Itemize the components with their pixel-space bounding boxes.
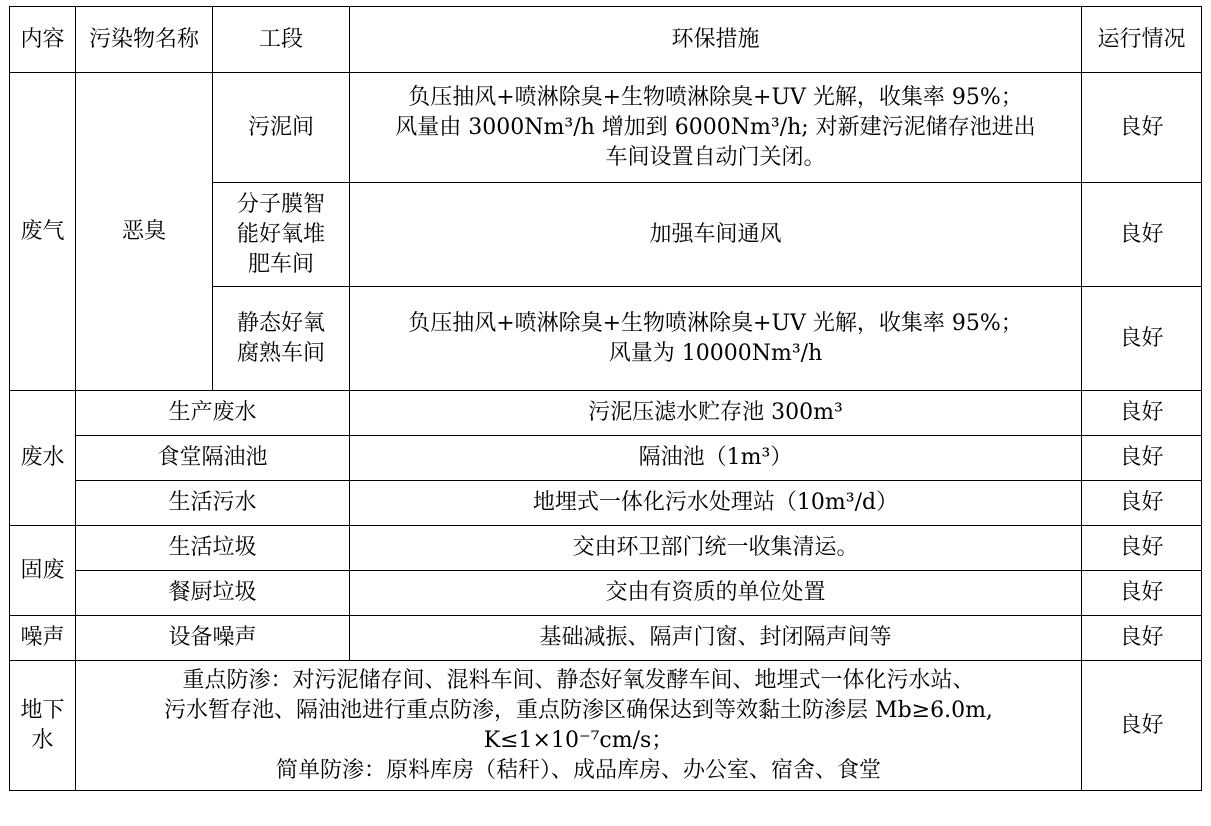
section-line: 静态好氧: [236, 310, 325, 336]
table-row: [10, 391, 1202, 436]
header-content: 内容: [10, 7, 76, 73]
table-row: [10, 571, 1202, 616]
section-line: 分子膜智: [236, 191, 325, 217]
measure-line: 负压抽风+喷淋除臭+生物喷淋除臭+UV 光解，收集率 95%；: [408, 84, 1023, 110]
status-cell: 良好: [1082, 73, 1202, 183]
section-cell: [213, 183, 350, 287]
environmental-measures-table: [9, 6, 1202, 791]
measure-line: 简单防渗：原料库房（秸秆）、成品库房、办公室、宿舍、食堂: [275, 757, 881, 783]
table-row: [10, 436, 1202, 481]
table-row: [10, 526, 1202, 571]
status-cell: 良好: [1082, 616, 1202, 661]
category-waste-gas: 废气: [10, 73, 76, 391]
item-cell: 设备噪声: [76, 616, 350, 661]
item-cell: 生产废水: [76, 391, 350, 436]
header-status: 运行情况: [1082, 7, 1202, 73]
status-cell: 良好: [1082, 526, 1202, 571]
category-groundwater: [10, 661, 76, 791]
status-cell: 良好: [1082, 661, 1202, 791]
measure-line: 污水暂存池、隔油池进行重点防渗，重点防渗区确保达到等效黏土防渗层 Mb≥6.0m,: [164, 697, 993, 723]
measure-cell: 交由环卫部门统一收集清运。: [350, 526, 1082, 571]
measure-line: K≤1×10⁻⁷cm/s；: [483, 727, 674, 753]
header-section: 工段: [213, 7, 350, 73]
header-measure: 环保措施: [350, 7, 1082, 73]
section-line: 肥车间: [247, 251, 314, 277]
measure-line: 风量为 10000Nm³/h: [608, 340, 823, 366]
table-row: [10, 661, 1202, 791]
category-waste-water: 废水: [10, 391, 76, 526]
item-cell: 生活垃圾: [76, 526, 350, 571]
pollutant-odor: 恶臭: [76, 73, 213, 391]
groundwater-measure-cell: [76, 661, 1082, 791]
table-row: [10, 481, 1202, 526]
item-cell: 餐厨垃圾: [76, 571, 350, 616]
measure-line: 车间设置自动门关闭。: [605, 144, 826, 170]
table-row: [10, 73, 1202, 183]
measure-cell: 加强车间通风: [350, 183, 1082, 287]
status-cell: 良好: [1082, 391, 1202, 436]
category-solid-waste: 固废: [10, 526, 76, 616]
status-cell: 良好: [1082, 481, 1202, 526]
section-line: 能好氧堆: [236, 221, 325, 247]
measure-cell: 隔油池（1m³）: [350, 436, 1082, 481]
status-cell: 良好: [1082, 571, 1202, 616]
item-cell: 生活污水: [76, 481, 350, 526]
section-line: 腐熟车间: [236, 340, 325, 366]
section-cell: 污泥间: [213, 73, 350, 183]
measure-line: 风量由 3000Nm³/h 增加到 6000Nm³/h; 对新建污泥储存池进出: [395, 114, 1036, 140]
table-row: [10, 616, 1202, 661]
measure-cell: 基础减振、隔声门窗、封闭隔声间等: [350, 616, 1082, 661]
measure-cell: 污泥压滤水贮存池 300m³: [350, 391, 1082, 436]
category-line: 地下: [20, 697, 65, 723]
measure-cell: 地埋式一体化污水处理站（10m³/d）: [350, 481, 1082, 526]
item-cell: 食堂隔油池: [76, 436, 350, 481]
measure-cell: [350, 73, 1082, 183]
status-cell: 良好: [1082, 287, 1202, 391]
measure-cell: [350, 287, 1082, 391]
measure-cell: 交由有资质的单位处置: [350, 571, 1082, 616]
category-line: 水: [31, 727, 54, 753]
measure-line: 重点防渗：对污泥储存间、混料车间、静态好氧发酵车间、地埋式一体化污水站、: [182, 667, 975, 693]
status-cell: 良好: [1082, 436, 1202, 481]
category-noise: 噪声: [10, 616, 76, 661]
header-row: [10, 7, 1202, 73]
header-pollutant: 污染物名称: [76, 7, 213, 73]
measure-line: 负压抽风+喷淋除臭+生物喷淋除臭+UV 光解，收集率 95%；: [408, 310, 1023, 336]
section-cell: [213, 287, 350, 391]
status-cell: 良好: [1082, 183, 1202, 287]
